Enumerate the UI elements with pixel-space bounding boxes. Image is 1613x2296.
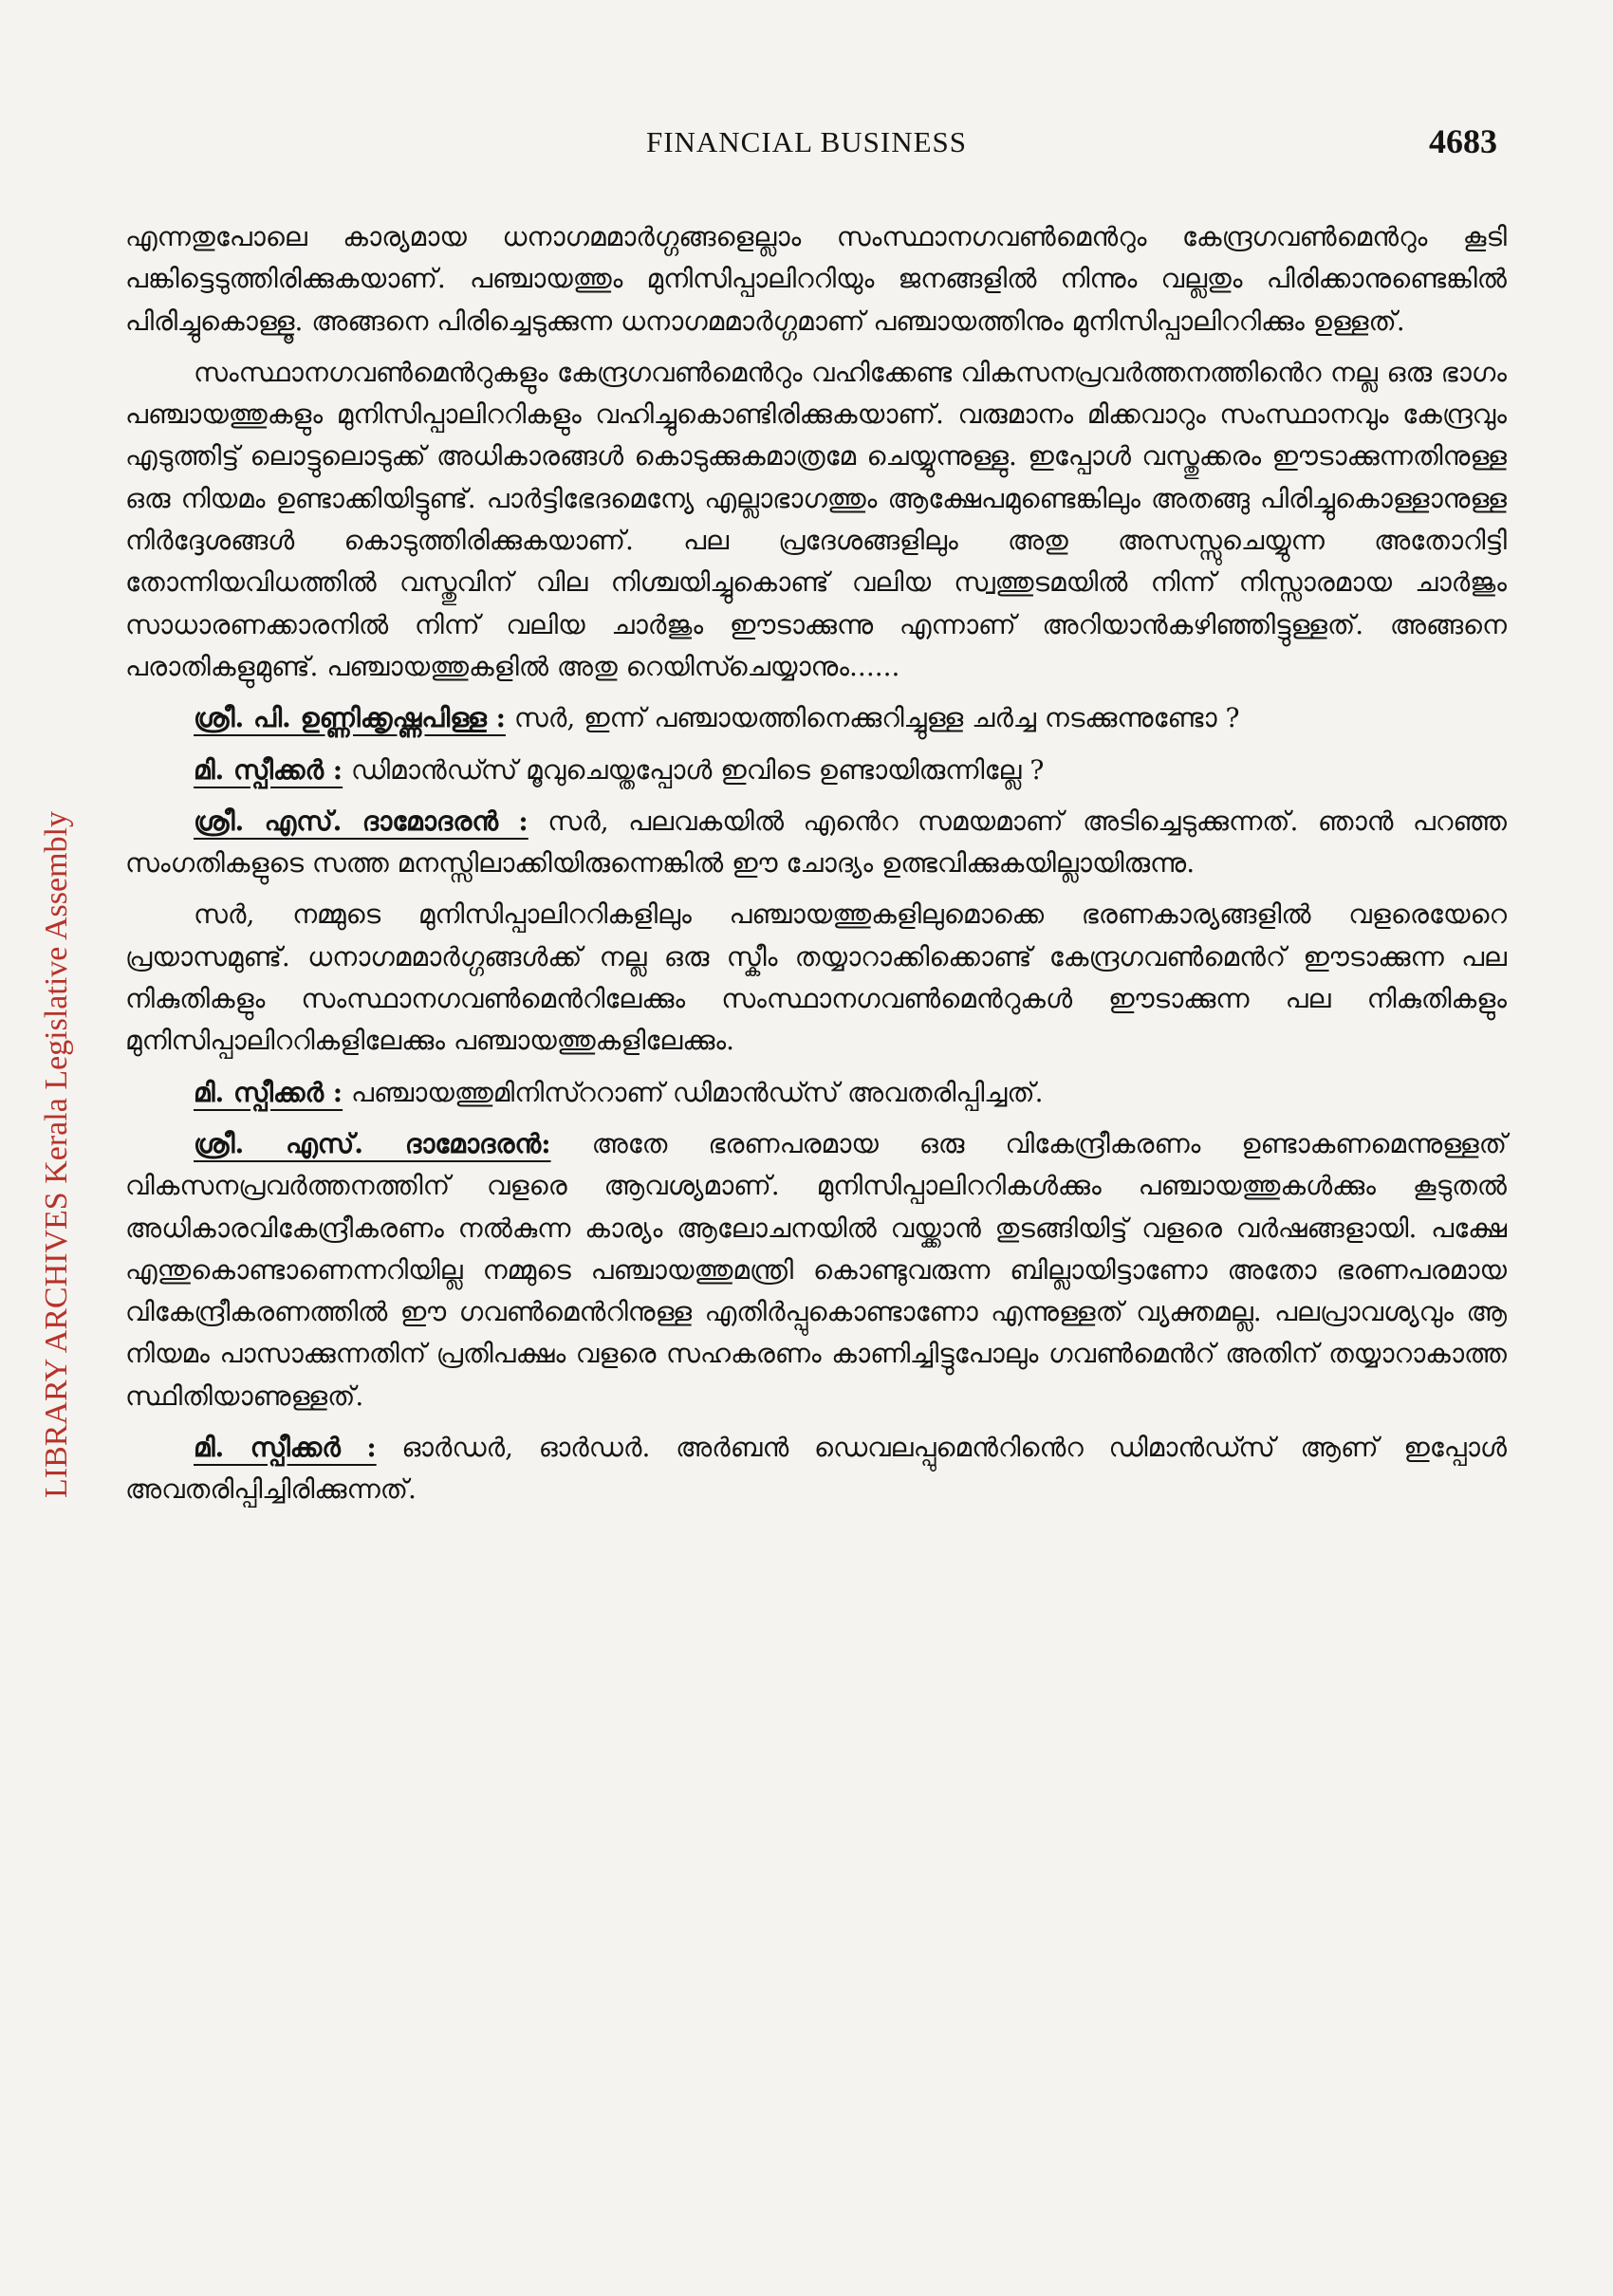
speech [125, 697, 1507, 739]
speech-text: അതേ ഭരണപരമായ ഒരു വികേന്ദ്രീകരണം ഉണ്ടാകണമെന്നുള്ളത് വികസനപ്രവർത്തനത്തിന് വളരെ ആവശ്യമാണ്. മുനിസിപ്പാലിററികൾക്കും പഞ്ചായത്തുകൾക്കും കൂടുതൽ അധികാരവികേന്ദ്രീകരണം നൽകുന്ന കാര്യം ആലോചനയിൽ വയ്ക്കാൻ തുടങ്ങിയിട്ട് വളരെ വർഷങ്ങളായി. പക്ഷേ എന്തുകൊണ്ടാണെന്നറിയില്ല നമ്മുടെ പഞ്ചായത്തുമന്ത്രി കൊണ്ടുവരുന്ന ബില്ലായിട്ടാണോ അതോ ഭരണപരമായ വികേന്ദ്രീകരണത്തിൽ ഈ ഗവൺമെൻറിനുള്ള എതിർപ്പുകൊണ്ടാണോ എന്നുള്ളത് വ്യക്തമല്ല. പലപ്രാവശ്യവും ആ നിയമം പാസാക്കുന്നതിന് പ്രതിപക്ഷം വളരെ സഹകരണം കാണിച്ചിട്ടുപോലും ഗവൺമെൻറ് അതിന് തയ്യാറാകാത്ത സ്ഥിതിയാണുള്ളത്. [125, 1127, 1507, 1412]
speech-text: സർ, ഇന്ന് പഞ്ചായത്തിനെക്കുറിച്ചുള്ള ചർച്ച നടക്കുന്നുണ്ടോ ? [505, 702, 1240, 734]
speech [125, 1072, 1507, 1114]
speech-text: ഓർഡർ, ഓർഡർ. അർബൻ ഡെവലപ്പുമെൻറിൻെറ ഡിമാൻഡ്സ് ആണ് ഇപ്പോൾ അവതരിപ്പിച്ചിരിക്കുന്നത്. [125, 1432, 1508, 1506]
paragraph [125, 216, 1507, 343]
paragraph-text: സർ, നമ്മുടെ മുനിസിപ്പാലിററികളിലും പഞ്ചായത്തുകളിലുമൊക്കെ ഭരണകാര്യങ്ങളിൽ വളരെയേറെ പ്രയാസമുണ്ട്. ധനാഗമമാർഗ്ഗങ്ങൾക്ക് നല്ല ഒരു സ്കീം തയ്യാറാക്കിക്കൊണ്ട് കേന്ദ്രഗവൺമെൻറ് ഈടാക്കുന്ന പല നികുതികളും സംസ്ഥാനഗവൺമെൻറിലേക്കും സംസ്ഥാനഗവൺമെൻറുകൾ ഈടാക്കുന്ന പല നികുതികളും മുനിസിപ്പാലിററികളിലേക്കും പഞ്ചായത്തുകളിലേക്കും. [125, 898, 1507, 1057]
speech-text: സർ, പലവകയിൽ എൻെറ സമയമാണ് അടിച്ചെടുക്കുന്നത്. ഞാൻ പറഞ്ഞ സംഗതികളുടെ സത്ത മനസ്സിലാക്കിയിരുന്നെങ്കിൽ ഈ ചോദ്യം ഉത്ഭവിക്കുകയില്ലായിരുന്നു. [125, 805, 1507, 880]
paragraph [125, 352, 1507, 688]
speech [125, 750, 1507, 791]
speech-text: ഡിമാൻഡ്സ് മൂവുചെയ്തപ്പോൾ ഇവിടെ ഉണ്ടായിരുന്നില്ലേ ? [343, 753, 1045, 786]
running-header: FINANCIAL BUSINESS [645, 125, 968, 158]
speaker-name: ശ്രീ. എസ്. ദാമോദരൻ : [194, 805, 528, 837]
speaker-name: മി. സ്പീക്കർ : [194, 1432, 377, 1464]
speaker-name: ശ്രീ. എസ്. ദാമോദരൻ: [194, 1127, 551, 1159]
speech [125, 1427, 1507, 1511]
page-number: 4683 [1429, 122, 1497, 160]
speech [125, 801, 1507, 885]
paragraph-text: എന്നതുപോലെ കാര്യമായ ധനാഗമമാർഗ്ഗങ്ങളെല്ലാം സംസ്ഥാനഗവൺമെൻറും കേന്ദ്രഗവൺമെൻറും കൂടി പങ്കിട്ടെടുത്തിരിക്കുകയാണ്. പഞ്ചായത്തും മുനിസിപ്പാലിററിയും ജനങ്ങളിൽ നിന്നും വല്ലതും പിരിക്കാനുണ്ടെങ്കിൽ പിരിച്ചുകൊള്ളൂ. അങ്ങനെ പിരിച്ചെടുക്കുന്ന ധനാഗമമാർഗ്ഗമാണ് പഞ്ചായത്തിനും മുനിസിപ്പാലിററിക്കും ഉള്ളത്. [125, 221, 1507, 337]
body-text [125, 216, 1507, 1521]
paragraph [125, 894, 1507, 1062]
speaker-name: മി. സ്പീക്കർ : [194, 1076, 343, 1108]
speaker-name: ശ്രീ. പി. ഉണ്ണിക്കൃഷ്ണപിള്ള : [194, 702, 506, 734]
paragraph-text: സംസ്ഥാനഗവൺമെൻറുകളും കേന്ദ്രഗവൺമെൻറും വഹിക്കേണ്ട വികസനപ്രവർത്തനത്തിൻെറ നല്ല ഒരു ഭാഗം പഞ്ചായത്തുകളും മുനിസിപ്പാലിററികളും വഹിച്ചുകൊണ്ടിരിക്കുകയാണ്. വരുമാനം മിക്കവാറും സംസ്ഥാനവും കേന്ദ്രവും എടുത്തിട്ട് ലൊട്ടുലൊടുക്ക് അധികാരങ്ങൾ കൊടുക്കുകമാത്രമേ ചെയ്യുന്നുള്ളു. ഇപ്പോൾ വസ്തുക്കരം ഈടാക്കുന്നതിനുള്ള ഒരു നിയമം ഉണ്ടാക്കിയിട്ടുണ്ട്. പാർട്ടിഭേദമെന്യേ എല്ലാഭാഗത്തും ആക്ഷേപമുണ്ടെങ്കിലും അതങ്ങു പിരിച്ചുകൊള്ളാനുള്ള നിർദ്ദേശങ്ങൾ കൊടുത്തിരിക്കുകയാണ്. പല പ്രദേശങ്ങളിലും അതു അസസ്സുചെയ്യുന്ന അതോറിട്ടി തോന്നിയവിധത്തിൽ വസ്തുവിന് വില നിശ്ചയിച്ചുകൊണ്ട് വലിയ സ്വത്തുടമയിൽ നിന്ന് നിസ്സാരമായ ചാർജും സാധാരണക്കാരനിൽ നിന്ന് വലിയ ചാർജും ഈടാക്കുന്നു എന്നാണ് അറിയാൻകഴിഞ്ഞിട്ടുള്ളത്. അങ്ങനെ പരാതികളുമുണ്ട്. പഞ്ചായത്തുകളിൽ അതു റെയിസ്ചെയ്യാനും...... [125, 356, 1507, 682]
speech-text: പഞ്ചായത്തുമിനിസ്ററാണ് ഡിമാൻഡ്സ് അവതരിപ്പിച്ചത്. [343, 1076, 1044, 1108]
speaker-name: മി. സ്പീക്കർ : [194, 753, 343, 786]
archive-stamp: LIBRARY ARCHIVES Kerala Legislative Assembly [39, 811, 74, 1499]
speech [125, 1123, 1507, 1417]
